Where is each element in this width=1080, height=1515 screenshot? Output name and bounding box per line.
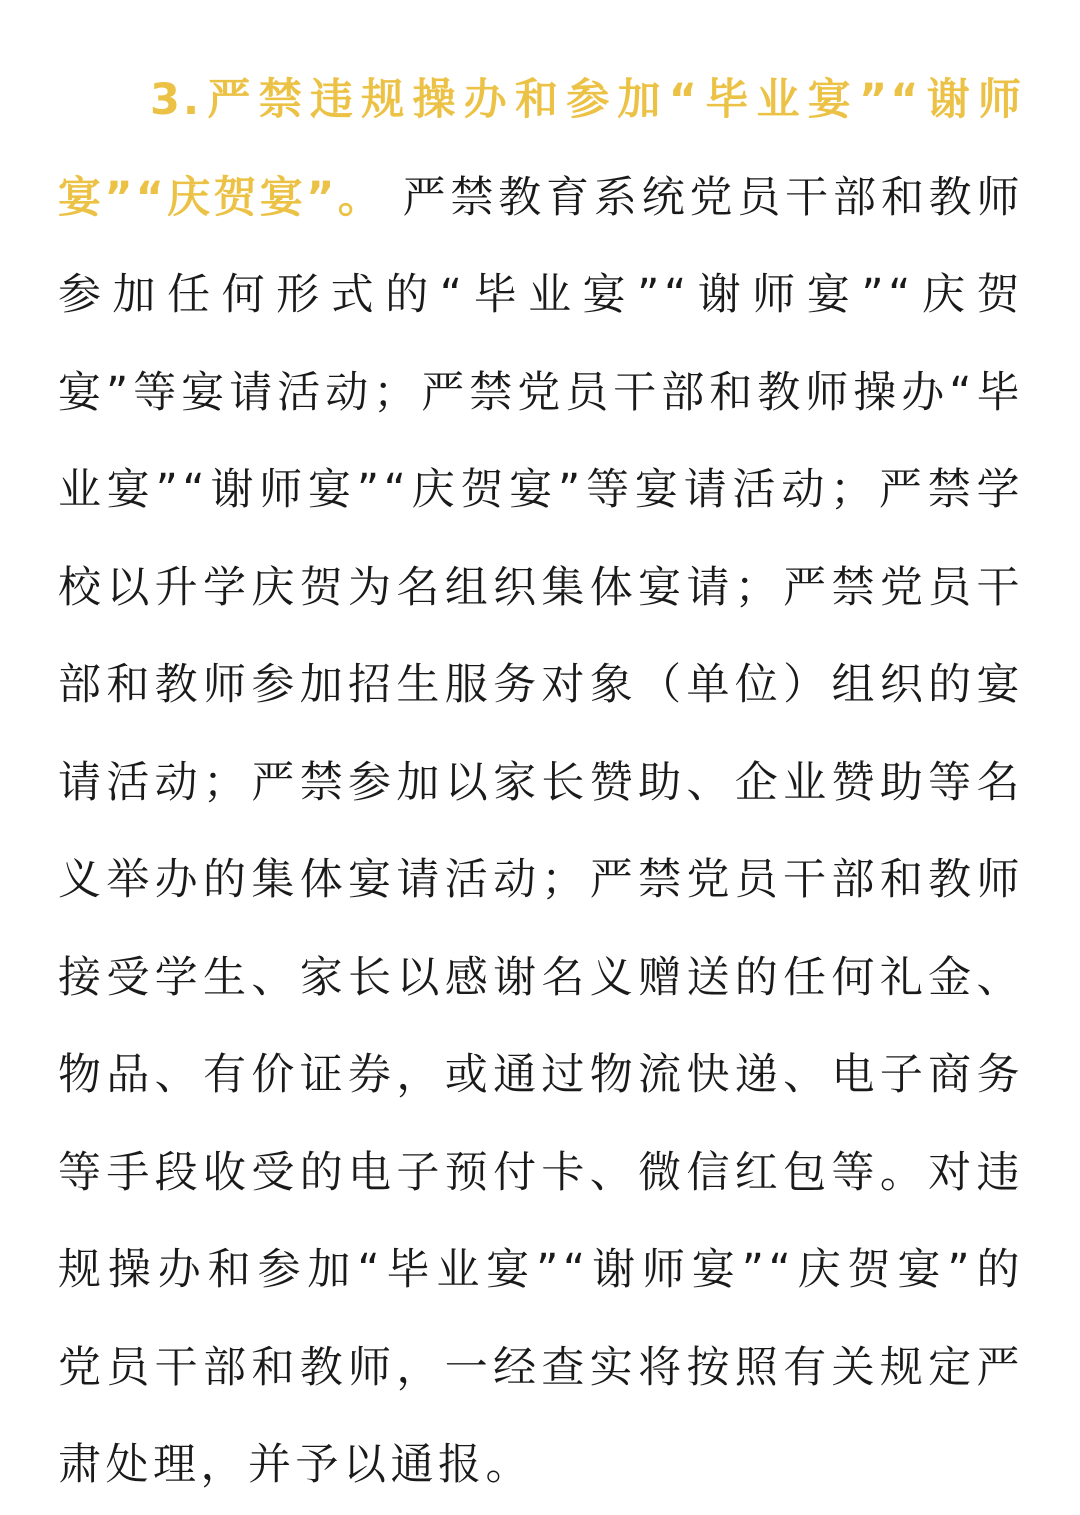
article-paragraph [58, 52, 1024, 1515]
section-body: 严禁教育系统党员干部和教师参加任何形式的“毕业宴”“谢师宴”“庆贺宴”等宴请活动；严禁党员干部和教师操办“毕业宴”“谢师宴”“庆贺宴”等宴请活动；严禁学校以升学庆贺为名组织集体宴请；严禁党员干部和教师参加招生服务对象（单位）组织的宴请活动；严禁参加以家长赞助、企业赞助等名义举办的集体宴请活动；严禁党员干部和教师接受学生、家长以感谢名义赠送的任何礼金、物品、有价证券，或通过物流快递、电子商务等手段收受的电子预付卡、微信红包等。对违规操办和参加“毕业宴”“谢师宴”“庆贺宴”的党员干部和教师，一经查实将按照有关规定严肃处理，并予以通报。 [58, 172, 1024, 1490]
section-heading: 3.严禁违规操办和参加“毕业宴”“谢师宴”“庆贺宴”。 [58, 75, 1024, 223]
